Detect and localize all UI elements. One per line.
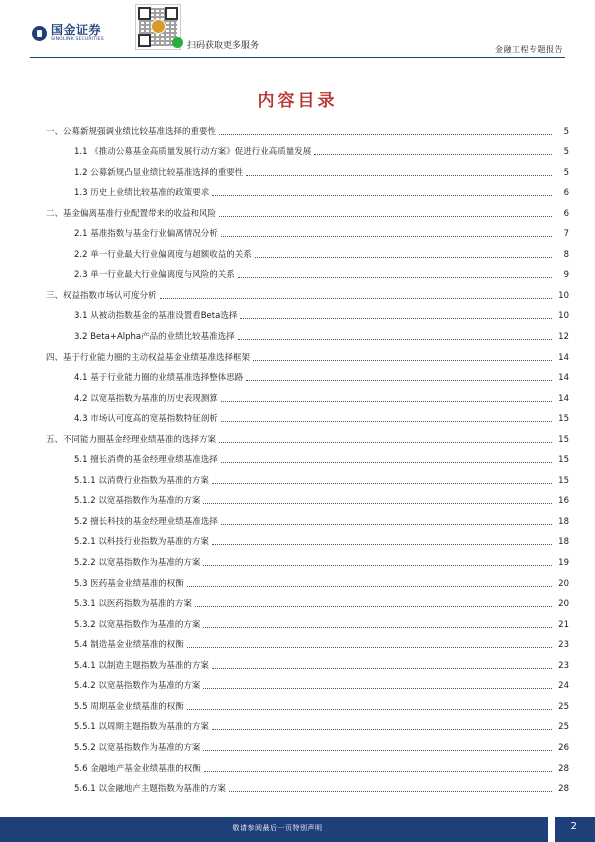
toc-entry-text: 5.1 擅长消费的基金经理业绩基准选择 — [74, 455, 218, 466]
toc-leader-dots — [203, 565, 552, 566]
toc-entry[interactable] — [46, 652, 569, 673]
toc-entry[interactable] — [46, 200, 569, 221]
toc-entry-text: 2.3 单一行业最大行业偏离度与风险的关系 — [74, 270, 235, 281]
toc-leader-dots — [229, 791, 552, 792]
toc-entry[interactable] — [46, 488, 569, 509]
toc-entry-text: 1.3 历史上业绩比较基准的政策要求 — [74, 188, 210, 199]
toc-entry-text: 五、不同能力圈基金经理业绩基准的选择方案 — [46, 434, 217, 445]
toc-entry-text: 5.3 医药基金业绩基准的权衡 — [74, 578, 184, 589]
toc-entry-text: 2.1 基准指数与基金行业偏离情况分析 — [74, 229, 218, 240]
toc-entry[interactable] — [46, 406, 569, 427]
toc-entry[interactable] — [46, 118, 569, 139]
toc-entry[interactable] — [46, 447, 569, 468]
header-divider — [30, 57, 565, 58]
toc-entry[interactable] — [46, 570, 569, 591]
toc-leader-dots — [195, 606, 552, 607]
toc-entry-page: 28 — [558, 763, 569, 774]
toc-entry[interactable] — [46, 591, 569, 612]
toc-entry-page: 6 — [563, 208, 569, 219]
toc-entry-text: 1.2 公募新规凸显业绩比较基准选择的重要性 — [74, 167, 244, 178]
toc-entry-page: 10 — [558, 290, 569, 301]
toc-entry[interactable] — [46, 611, 569, 632]
toc-entry[interactable] — [46, 755, 569, 776]
toc-leader-dots — [212, 544, 552, 545]
toc-entry-text: 5.3.1 以医药指数为基准的方案 — [74, 599, 192, 610]
logo-icon — [32, 26, 47, 41]
toc-entry-text: 5.4.2 以宽基指数作为基准的方案 — [74, 681, 201, 692]
toc-leader-dots — [203, 688, 552, 689]
toc-leader-dots — [219, 216, 552, 217]
toc-leader-dots — [204, 771, 552, 772]
qr-finder-icon — [165, 7, 178, 20]
toc-entry[interactable] — [46, 139, 569, 160]
toc-leader-dots — [203, 627, 552, 628]
toc-entry-text: 5.6 金融地产基金业绩基准的权衡 — [74, 763, 201, 774]
toc-entry-page: 10 — [558, 311, 569, 322]
toc-entry-text: 5.4.1 以制造主题指数为基准的方案 — [74, 660, 209, 671]
toc-entry-page: 18 — [558, 537, 569, 548]
toc-leader-dots — [255, 257, 552, 258]
toc-entry-text: 3.1 从被动指数基金的基准设置看Beta选择 — [74, 311, 238, 322]
toc-leader-dots — [238, 277, 552, 278]
toc-leader-dots — [221, 462, 552, 463]
page-footer — [0, 817, 595, 842]
toc-entry-page: 18 — [558, 516, 569, 527]
toc-entry[interactable] — [46, 529, 569, 550]
table-of-contents — [46, 118, 569, 796]
toc-entry-page: 14 — [558, 393, 569, 404]
toc-leader-dots — [219, 134, 552, 135]
toc-entry[interactable] — [46, 159, 569, 180]
toc-entry-page: 5 — [563, 126, 569, 137]
toc-entry-page: 8 — [563, 249, 569, 260]
footer-disclaimer: 敬请参阅最后一页特别声明 — [232, 824, 323, 832]
toc-entry-page: 9 — [563, 270, 569, 281]
toc-entry-text: 5.1.1 以消费行业指数为基准的方案 — [74, 475, 209, 486]
toc-entry-text: 4.2 以宽基指数为基准的历史表现测算 — [74, 393, 218, 404]
toc-entry-page: 23 — [558, 640, 569, 651]
logo-name-cn: 国金证券 — [51, 23, 102, 37]
toc-leader-dots — [246, 380, 552, 381]
report-type-label: 金融工程专题报告 — [495, 45, 563, 54]
toc-leader-dots — [203, 750, 552, 751]
toc-entry-text: 5.4 制造基金业绩基准的权衡 — [74, 640, 184, 651]
toc-leader-dots — [212, 483, 552, 484]
toc-leader-dots — [212, 668, 552, 669]
toc-leader-dots — [246, 175, 552, 176]
toc-leader-dots — [221, 236, 552, 237]
toc-entry-text: 5.5.1 以周期主题指数为基准的方案 — [74, 722, 209, 733]
toc-entry-text: 2.2 单一行业最大行业偏离度与超额收益的关系 — [74, 249, 252, 260]
toc-entry[interactable] — [46, 467, 569, 488]
toc-entry-page: 16 — [558, 496, 569, 507]
toc-entry-page: 12 — [558, 332, 569, 343]
wechat-icon — [172, 37, 183, 48]
toc-entry-page: 21 — [558, 619, 569, 630]
toc-entry-page: 20 — [558, 599, 569, 610]
toc-entry-page: 24 — [558, 681, 569, 692]
toc-leader-dots — [187, 709, 552, 710]
toc-leader-dots — [221, 421, 552, 422]
toc-leader-dots — [212, 729, 552, 730]
toc-entry[interactable] — [46, 508, 569, 529]
toc-entry[interactable] — [46, 180, 569, 201]
toc-entry-page: 14 — [558, 373, 569, 384]
toc-entry-text: 三、权益指数市场认可度分析 — [46, 290, 157, 301]
toc-leader-dots — [187, 586, 552, 587]
toc-entry[interactable] — [46, 282, 569, 303]
toc-entry[interactable] — [46, 632, 569, 653]
toc-entry[interactable] — [46, 693, 569, 714]
page-header — [0, 0, 595, 62]
toc-entry-text: 四、基于行业能力圈的主动权益基金业绩基准选择框架 — [46, 352, 251, 363]
toc-entry-text: 二、基金偏离基准行业配置带来的收益和风险 — [46, 208, 217, 219]
toc-entry-page: 15 — [558, 414, 569, 425]
toc-entry[interactable] — [46, 241, 569, 262]
toc-entry-text: 5.2.1 以科技行业指数为基准的方案 — [74, 537, 209, 548]
toc-entry[interactable] — [46, 714, 569, 735]
toc-entry[interactable] — [46, 673, 569, 694]
toc-leader-dots — [221, 524, 552, 525]
toc-leader-dots — [203, 503, 552, 504]
toc-entry[interactable] — [46, 262, 569, 283]
toc-entry[interactable] — [46, 303, 569, 324]
qr-finder-icon — [138, 7, 151, 20]
toc-entry[interactable] — [46, 385, 569, 406]
toc-leader-dots — [253, 360, 552, 361]
toc-entry-page: 28 — [558, 784, 569, 795]
toc-entry-text: 5.1.2 以宽基指数作为基准的方案 — [74, 496, 201, 507]
toc-entry[interactable] — [46, 365, 569, 386]
company-logo — [32, 24, 104, 43]
toc-leader-dots — [160, 298, 552, 299]
toc-entry-page: 15 — [558, 434, 569, 445]
logo-name-en: SINOLINK SECURITIES — [51, 37, 104, 42]
toc-leader-dots — [212, 195, 552, 196]
toc-entry-text: 5.2.2 以宽基指数作为基准的方案 — [74, 558, 201, 569]
toc-entry-page: 23 — [558, 660, 569, 671]
toc-entry-page: 19 — [558, 558, 569, 569]
toc-entry-page: 7 — [563, 229, 569, 240]
toc-entry[interactable] — [46, 734, 569, 755]
toc-entry-page: 15 — [558, 455, 569, 466]
toc-entry-text: 5.3.2 以宽基指数作为基准的方案 — [74, 619, 201, 630]
toc-entry-page: 5 — [563, 167, 569, 178]
toc-entry-text: 5.6.1 以金融地产主题指数为基准的方案 — [74, 784, 226, 795]
toc-entry[interactable] — [46, 344, 569, 365]
toc-leader-dots — [221, 401, 552, 402]
qr-center-logo — [151, 19, 166, 34]
toc-entry-text: 一、公募新规强调业绩比较基准选择的重要性 — [46, 126, 217, 137]
toc-leader-dots — [314, 154, 552, 155]
toc-title: 内容目录 — [257, 91, 338, 111]
toc-entry-text: 5.5.2 以宽基指数作为基准的方案 — [74, 742, 201, 753]
footer-divider — [548, 817, 555, 842]
toc-leader-dots — [238, 339, 552, 340]
toc-entry-text: 5.2 擅长科技的基金经理业绩基准选择 — [74, 516, 218, 527]
toc-entry-text: 4.1 基于行业能力圈的业绩基准选择整体思路 — [74, 373, 244, 384]
toc-entry-page: 25 — [558, 722, 569, 733]
toc-leader-dots — [219, 442, 552, 443]
toc-entry-text: 4.3 市场认可度高的宽基指数特征剖析 — [74, 414, 218, 425]
toc-entry[interactable] — [46, 426, 569, 447]
toc-entry-text: 1.1 《推动公募基金高质量发展行动方案》促进行业高质量发展 — [74, 147, 312, 158]
toc-entry-text: 5.5 周期基金业绩基准的权衡 — [74, 701, 184, 712]
toc-entry-page: 14 — [558, 352, 569, 363]
qr-finder-icon — [138, 34, 151, 47]
toc-entry-page: 6 — [563, 188, 569, 199]
toc-entry[interactable] — [46, 776, 569, 797]
page-number: 2 — [570, 821, 577, 832]
toc-leader-dots — [240, 318, 552, 319]
toc-entry-page: 26 — [558, 742, 569, 753]
toc-leader-dots — [187, 647, 552, 648]
toc-entry[interactable] — [46, 323, 569, 344]
toc-entry-page: 20 — [558, 578, 569, 589]
toc-entry-page: 15 — [558, 475, 569, 486]
toc-entry-page: 25 — [558, 701, 569, 712]
toc-entry-text: 3.2 Beta+Alpha产品的业绩比较基准选择 — [74, 332, 235, 343]
toc-entry[interactable] — [46, 221, 569, 242]
toc-entry[interactable] — [46, 549, 569, 570]
toc-entry-page: 5 — [563, 147, 569, 158]
scan-prompt: 扫码获取更多服务 — [187, 41, 260, 51]
